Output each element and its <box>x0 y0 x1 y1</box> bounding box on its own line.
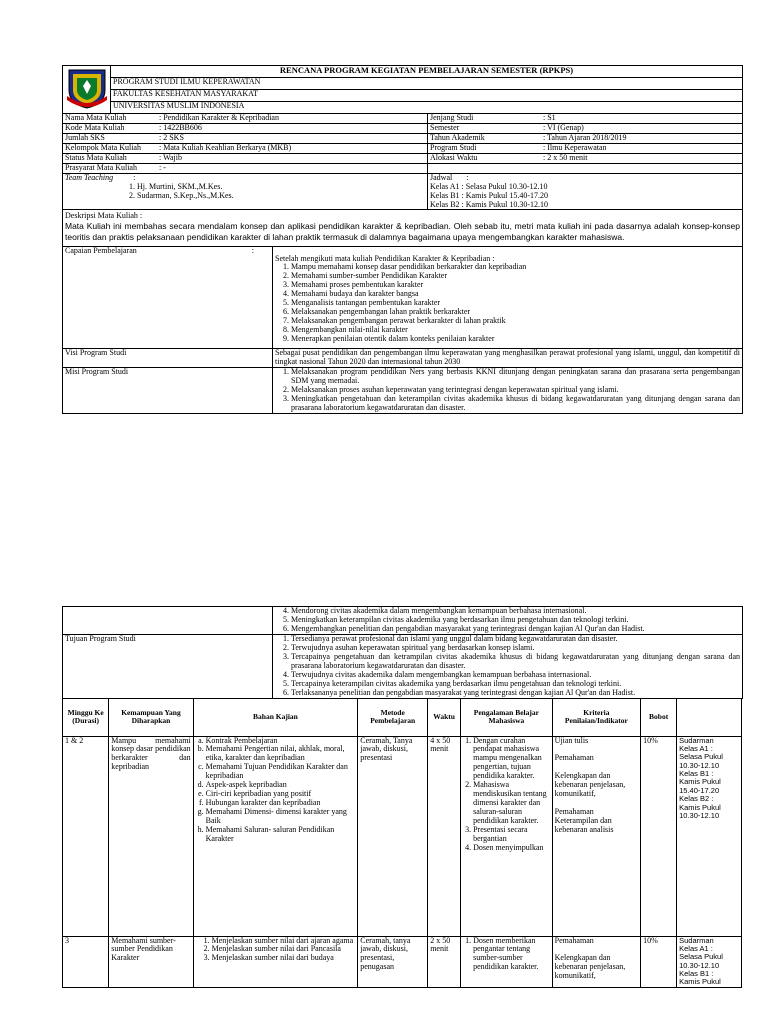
cell-ability: Memahami sumber-sumber Pendidikan Karakter <box>109 936 193 987</box>
goal-item: 3. Tercapainya pengetahuan dan ketrampilan civitas akademika khusus di bidang kegawatdaruratan yang ditunjang dengan sarana dan prasarana laboratorium kegawatdaruratan dan disaster. <box>291 653 740 671</box>
header-line-university: UNIVERSITAS MUSLIM INDONESIA <box>111 102 743 114</box>
info-prerequisite: Prasyarat Mata Kuliah : - <box>63 163 428 173</box>
course-info-table <box>62 113 743 247</box>
mission-item: 5. Meningkatkan keterampilan civitas akademika yang berdasarkan ilmu pengetahuan dan teknologi terkini. <box>291 616 740 625</box>
header-line-program: PROGRAM STUDI ILMU KEPERAWATAN <box>111 78 743 90</box>
mission-item: 2. Melaksanakan proses asuhan keperawatan yang terintegrasi dengan keperawatan spiritual yang islami. <box>291 386 740 395</box>
outcome-item: 2. Memahami sumber-sumber Pendidikan Karakter <box>291 272 740 281</box>
cell-experience: 1. Dengan curahan pendapat mahasiswa mampu mengenalkan pengertian, tujuan pendidika karakter. 2. Mahasiswa mendiskusikan tentang dimensi karakter dan saluran-saluran pendidikan karakter. 3. Presentasi secara bergantian 4. Dosen menyimpulkan <box>461 736 553 936</box>
learning-outcomes-label: Capaian Pembelajaran : <box>63 246 273 349</box>
info-level: Jenjang Studi : S1 <box>428 113 743 123</box>
cell-ability: Mampu memahami konsep dasar pendidikan berkarakter dan kepribadian <box>109 736 193 936</box>
mission-list <box>273 367 743 413</box>
mission-list-continued <box>273 607 743 635</box>
mission-item: 3. Meningkatkan pengetahuan dan keterampilan civitas akademika khusus di bidang kegawatdaruratan yang ditunjang dengan sarana dan prasarana laboratorium kegawatdaruratan dan disaster. <box>291 395 740 413</box>
cell-lecturer-schedule: Sudarman Kelas A1 : Selasa Pukul 10.30-12.10 Kelas B1 : Kamis Pukul 15.40-17.20 Kelas B2 : Kamis Pukul 10.30-12.10 <box>677 736 742 936</box>
program-goals <box>273 634 743 698</box>
outcome-item: 6. Melaksanakan pengembangan lahan praktik berkarakter <box>291 308 740 317</box>
cell-criteria: Pemahaman Kelengkapan dan kebenaran penjelasan, komunikatif, <box>552 936 640 987</box>
cell-week: 3 <box>63 936 109 987</box>
outcome-item: 3. Memahami proses pembentukan karakter <box>291 281 740 290</box>
page-one <box>62 65 742 414</box>
learning-outcomes: Setelah mengikuti mata kuliah Pendidikan Karakter & Kepribadian : 1. Mampu memahami konsep dasar pendidikan berkarakter dan kepribadian 2. Memahami sumber-sumber Pendidikan Karakter 3. Memahami proses pembentukan karakter 4. Memahami budaya dan karakter bangsa 5. Menganalisis tantangan pembentukan karakter 6. Melaksanakan pengembangan lahan praktik berkarakter 7. Melaksanakan pengembangan perawat berkarakter di lahan praktik 8. Mengembangkan nilai-nilai karakter 9. Menerapkan penilaian otentik dalam konteks penilaian karakter <box>273 246 743 349</box>
team-member: 2. Sudarman, S.Kep.,Ns.,M.Kes. <box>137 192 425 201</box>
vision-label: Visi Program Studi <box>63 349 273 368</box>
info-course-group: Kelompok Mata Kuliah : Mata Kuliah Keahlian Berkarya (MKB) <box>63 143 428 153</box>
table-row <box>63 936 742 987</box>
page-two <box>62 606 742 988</box>
header-line-faculty: FAKULTAS KESEHATAN MASYARAKAT <box>111 90 743 102</box>
mission-item: 6. Mengembangkan penelitian dan pengabdian masyarakat yang terintegrasi dengan kajian Al Qur'an dan Hadist. <box>291 625 740 634</box>
rpkps-header-table <box>62 65 743 114</box>
col-header-criteria: Kriteria Penilaian/Indikator <box>552 698 640 736</box>
course-description-text: Mata Kuliah ini membahas secara mendalam konsep dan aplikasi pendidikan karakter & kepribadian. Oleh sebab itu, metri mata kuliah ini pada dasarnya adalah konsep-konsep teoritis dan praktis pelaksanaan pendidikan karakter di lahan praktik termasuk di dalamnya bagaimana upaya mengembangkan karakter mahasiswa. <box>65 221 740 243</box>
goal-item: 1. Tersedianya perawat profesional dan islami yang unggul dalam bidang kegawatdaruratan dan disaster. <box>291 635 740 644</box>
cell-time: 4 x 50 menit <box>428 736 461 936</box>
cell-lecturer-schedule: Sudarman Kelas A1 : Selasa Pukul 10.30-12.10 Kelas B1 : Kamis Pukul <box>677 936 742 987</box>
cell-week: 1 & 2 <box>63 736 109 936</box>
cell-weight: 10% <box>641 736 677 936</box>
outcome-item: 5. Menganalisis tantangan pembentukan karakter <box>291 299 740 308</box>
col-header-experience: Pengalaman Belajar Mahasiswa <box>461 698 553 736</box>
info-course-status: Status Mata Kuliah : Wajib <box>63 153 428 163</box>
col-header-material: Bahan Kajian <box>193 698 358 736</box>
cell-method: Ceramah, Tanya jawab, diskusi, presentasi <box>358 736 428 936</box>
mission-item: 4. Mendorong civitas akademika dalam mengembangkan kemampuan berbahasa internasional. <box>291 607 740 616</box>
outcome-item: 7. Melaksanakan pengembangan perawat berkarakter di lahan praktik <box>291 317 740 326</box>
col-header-ability: Kemampuan Yang Diharapkan <box>109 698 193 736</box>
program-goals-label: Tujuan Program Studi <box>63 634 273 698</box>
schedule-table <box>62 698 742 988</box>
col-header-week: Minggu Ke (Durasi) <box>63 698 109 736</box>
info-academic-year: Tahun Akademik : Tahun Ajaran 2018/2019 <box>428 133 743 143</box>
info-course-code: Kode Mata Kuliah : 1422BB606 <box>63 123 428 133</box>
col-header-weight: Bobot <box>641 698 677 736</box>
course-description: Deskripsi Mata Kuliah : Mata Kuliah ini membahas secara mendalam konsep dan aplikasi pendidikan karakter & kepribadian. Oleh sebab itu, metri mata kuliah ini pada dasarnya adalah konsep-konsep teoritis dan praktis pelaksanaan pendidikan karakter di lahan praktik termasuk di dalamnya bagaimana upaya mengembangkan karakter mahasiswa. <box>63 210 743 246</box>
cell-time: 2 x 50 menit <box>428 936 461 987</box>
cell-material: 1. Menjelaskan sumber nilai dari ajaran agama 2. Menjelaskan sumber nilai dari Pancasila 3. Menjelaskan sumber nilai dari budaya <box>193 936 358 987</box>
outcome-item: 8. Mengembangkan nilai-nilai karakter <box>291 326 740 335</box>
cell-experience: 1. Dosen memberikan pengantar tentang sumber-sumber pendidikan karakter. <box>461 936 553 987</box>
schedule-item: Kelas A1 : Selasa Pukul 10.30-12.10 <box>430 181 548 191</box>
university-logo <box>63 66 111 114</box>
schedule-item: Kelas B2 : Kamis Pukul 10.30-12.10 <box>430 199 548 209</box>
document-title: RENCANA PROGRAM KEGIATAN PEMBELAJARAN SEMESTER (RPKPS) <box>111 66 743 78</box>
cell-criteria: Ujian tulis Pemahaman Kelengkapan dan kebenaran penjelasan, komunikatif, Pemahaman Keterampilan dan kebenaran analisis <box>552 736 640 936</box>
schedule: Jadwal : Kelas A1 : Selasa Pukul 10.30-12.10 Kelas B1 : Kamis Pukul 15.40-17.20 Kelas B2 : Kamis Pukul 10.30-12.10 <box>428 173 743 210</box>
outcomes-table <box>62 246 743 414</box>
team-member: 1. Hj. Murtini, SKM.,M.Kes. <box>137 183 425 192</box>
cell-weight: 10% <box>641 936 677 987</box>
cell-material: a. Kontrak Pembelajaran b. Memahami Pengertian nilai, akhlak, moral, etika, karakter dan kepribadian c. Memahami Tujuan Pendidikan Karakter dan kepribadian d. Aspek-aspek kepribadian e. Ciri-ciri kepribadian yang positif f. Hubungan karakter dan kepribadian g. Memahami Dimensi- dimensi karakter yang Baik h. Memahami Saluran- saluran Pendidikan Karakter <box>193 736 358 936</box>
info-course-name: Nama Mata Kuliah : Pendidikan Karakter & Kepribadian <box>63 113 428 123</box>
col-header-time: Waktu <box>428 698 461 736</box>
vision-text: Sebagai pusat pendidikan dan pengembangan ilmu keperawatan yang menghasilkan perawat profesional yang islami, unggul, dan kompetitif di tingkat nasional Tahun 2020 dan internasional tahun 2030 <box>273 349 743 368</box>
outcome-item: 1. Mampu memahami konsep dasar pendidikan berkarakter dan kepribadian <box>291 263 740 272</box>
info-time-allocation: Alokasi Waktu : 2 x 50 menit <box>428 153 743 163</box>
team-teaching: Team Teaching : 1. Hj. Murtini, SKM.,M.Kes. 2. Sudarman, S.Kep.,Ns.,M.Kes. <box>63 173 428 210</box>
mission-tujuan-table <box>62 606 743 699</box>
cell-method: Ceramah, tanya jawab, diskusi, presentasi, penugasan <box>358 936 428 987</box>
mission-label: Misi Program Studi <box>63 367 273 413</box>
mission-item: 1. Melaksanakan program pendidikan Ners yang berbasis KKNI ditunjang dengan peningkatan sarana dan prasarana serta pengembangan SDM yang memadai. <box>291 368 740 386</box>
table-row <box>63 736 742 936</box>
goal-item: 4. Terwujudnya civitas akademika dalam mengembangkan kemampuan berbahasa internasional. <box>291 671 740 680</box>
schedule-item: Kelas B1 : Kamis Pukul 15.40-17.20 <box>430 190 548 200</box>
info-credits: Jumlah SKS : 2 SKS <box>63 133 428 143</box>
info-study-program: Program Studi : Ilmu Keperawatan <box>428 143 743 153</box>
goal-item: 2. Terwujudnya asuhan keperawatan spiritual yang berdasarkan konsep islami. <box>291 644 740 653</box>
umi-shield-icon <box>65 66 109 110</box>
info-semester: Semester : VI (Genap) <box>428 123 743 133</box>
goal-item: 5. Tercapainya keterampilan civitas akademika yang berdasarkan ilmu pengetahuan dan teknologi terkini. <box>291 680 740 689</box>
col-header-method: Metode Pembelajaran <box>358 698 428 736</box>
goal-item: 6. Terlaksananya penelitian dan pengabdian masyarakat yang terintegrasi dengan kajian Al Qur'an dan Hadist. <box>291 689 740 698</box>
outcome-item: 4. Memahami budaya dan karakter bangsa <box>291 290 740 299</box>
outcome-item: 9. Menerapkan penilaian otentik dalam konteks penilaian karakter <box>291 335 740 344</box>
